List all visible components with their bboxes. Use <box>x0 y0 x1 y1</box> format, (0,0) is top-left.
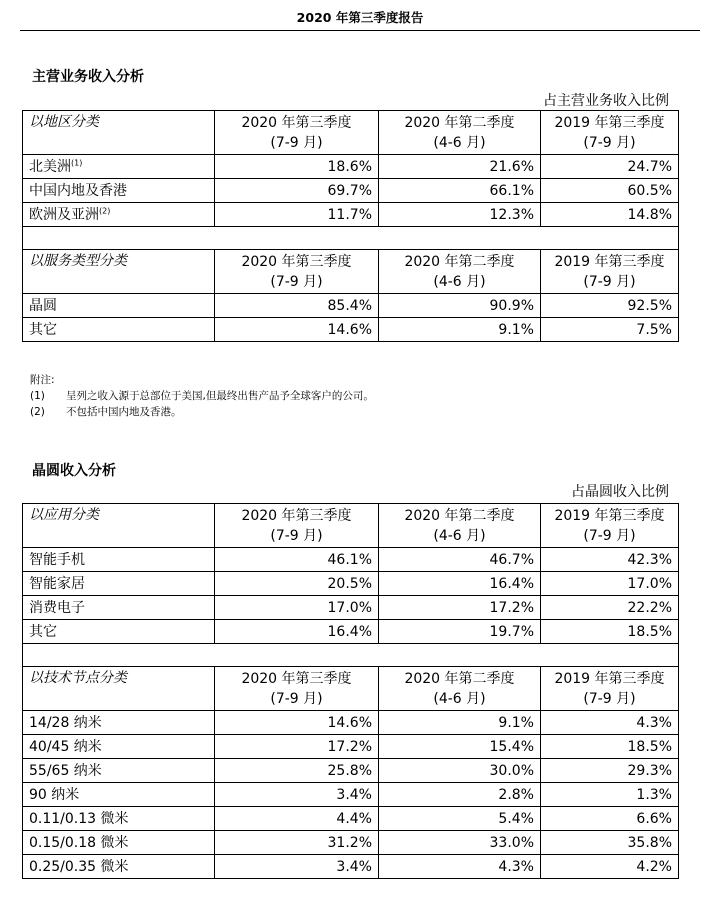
value-cell: 12.3% <box>379 203 541 227</box>
value-cell: 4.3% <box>379 855 541 879</box>
section-title-main-revenue: 主营业务收入分析 <box>32 69 144 85</box>
table-row <box>23 831 679 855</box>
row-label: 中国内地及香港 <box>23 179 215 203</box>
section-title-wafer-revenue: 晶圆收入分析 <box>32 463 116 479</box>
value-cell: 9.1% <box>379 711 541 735</box>
row-label: 晶圆 <box>23 294 215 318</box>
row-label: 90 纳米 <box>23 783 215 807</box>
value-cell: 14.6% <box>215 711 379 735</box>
value-cell: 35.8% <box>541 831 679 855</box>
value-cell: 5.4% <box>379 807 541 831</box>
value-cell: 4.3% <box>541 711 679 735</box>
table-row <box>23 620 679 644</box>
column-header-2019q3: 2019 年第三季度 (7-9 月) <box>541 250 679 294</box>
column-header-2020q3: 2020 年第三季度 (7-9 月) <box>215 504 379 548</box>
row-label: 其它 <box>23 620 215 644</box>
table-row <box>23 318 679 342</box>
spacer-row <box>23 644 679 667</box>
table-header-row <box>23 504 679 548</box>
unit-label-main-revenue: 占主营业务收入比例 <box>543 93 669 109</box>
value-cell: 22.2% <box>541 596 679 620</box>
value-cell: 3.4% <box>215 855 379 879</box>
table-row <box>23 548 679 572</box>
value-cell: 31.2% <box>215 831 379 855</box>
value-cell: 30.0% <box>379 759 541 783</box>
value-cell: 1.3% <box>541 783 679 807</box>
value-cell: 17.0% <box>541 572 679 596</box>
row-label: 0.15/0.18 微米 <box>23 831 215 855</box>
category-header-application: 以应用分类 <box>23 504 215 548</box>
table-row <box>23 783 679 807</box>
table-header-row <box>23 250 679 294</box>
table-row <box>23 155 679 179</box>
value-cell: 90.9% <box>379 294 541 318</box>
value-cell: 46.7% <box>379 548 541 572</box>
category-header-service: 以服务类型分类 <box>23 250 215 294</box>
column-header-2020q3: 2020 年第三季度 (7-9 月) <box>215 667 379 711</box>
row-label: 智能家居 <box>23 572 215 596</box>
table-row <box>23 294 679 318</box>
value-cell: 33.0% <box>379 831 541 855</box>
column-header-2019q3: 2019 年第三季度 (7-9 月) <box>541 504 679 548</box>
table-row <box>23 203 679 227</box>
value-cell: 92.5% <box>541 294 679 318</box>
column-header-2020q2: 2020 年第二季度 (4-6 月) <box>379 504 541 548</box>
value-cell: 4.2% <box>541 855 679 879</box>
value-cell: 20.5% <box>215 572 379 596</box>
value-cell: 29.3% <box>541 759 679 783</box>
table-header-row <box>23 667 679 711</box>
value-cell: 85.4% <box>215 294 379 318</box>
table-row <box>23 596 679 620</box>
row-label: 40/45 纳米 <box>23 735 215 759</box>
row-label: 北美洲$^{(1)}$ <box>23 155 215 179</box>
value-cell: 46.1% <box>215 548 379 572</box>
value-cell: 21.6% <box>379 155 541 179</box>
value-cell: 24.7% <box>541 155 679 179</box>
value-cell: 9.1% <box>379 318 541 342</box>
row-label: 14/28 纳米 <box>23 711 215 735</box>
column-header-2020q2: 2020 年第二季度 (4-6 月) <box>379 111 541 155</box>
table-row <box>23 807 679 831</box>
report-header-title: 2020 年第三季度报告 <box>296 10 424 25</box>
row-label: 0.11/0.13 微米 <box>23 807 215 831</box>
value-cell: 16.4% <box>379 572 541 596</box>
value-cell: 66.1% <box>379 179 541 203</box>
unit-label-wafer-revenue: 占晶圆收入比例 <box>571 484 669 500</box>
table-row <box>23 572 679 596</box>
notes-title: 附注: <box>30 374 55 386</box>
table-row <box>23 759 679 783</box>
column-header-2020q3: 2020 年第三季度 (7-9 月) <box>215 250 379 294</box>
value-cell: 15.4% <box>379 735 541 759</box>
value-cell: 18.5% <box>541 735 679 759</box>
value-cell: 17.2% <box>215 735 379 759</box>
footnote-mark: (2) <box>99 205 111 215</box>
column-header-2019q3: 2019 年第三季度 (7-9 月) <box>541 667 679 711</box>
value-cell: 25.8% <box>215 759 379 783</box>
row-label: 55/65 纳米 <box>23 759 215 783</box>
footnote-item: (1) 呈列之收入源于总部位于美国,但最终出售产品予全球客户的公司。 <box>30 390 374 402</box>
table-row <box>23 711 679 735</box>
value-cell: 42.3% <box>541 548 679 572</box>
category-header-region: 以地区分类 <box>23 111 215 155</box>
column-header-2020q2: 2020 年第二季度 (4-6 月) <box>379 250 541 294</box>
value-cell: 7.5% <box>541 318 679 342</box>
value-cell: 4.4% <box>215 807 379 831</box>
value-cell: 18.5% <box>541 620 679 644</box>
footnote-mark: (1) <box>71 157 83 167</box>
value-cell: 19.7% <box>379 620 541 644</box>
row-label: 智能手机 <box>23 548 215 572</box>
row-label: 0.25/0.35 微米 <box>23 855 215 879</box>
header-rule <box>20 30 700 31</box>
table-header-row <box>23 111 679 155</box>
value-cell: 18.6% <box>215 155 379 179</box>
value-cell: 16.4% <box>215 620 379 644</box>
table-row <box>23 855 679 879</box>
row-label: 欧洲及亚洲$^{(2)}$ <box>23 203 215 227</box>
value-cell: 11.7% <box>215 203 379 227</box>
row-label: 其它 <box>23 318 215 342</box>
value-cell: 69.7% <box>215 179 379 203</box>
table-row <box>23 735 679 759</box>
category-header-node: 以技术节点分类 <box>23 667 215 711</box>
spacer-row <box>23 227 679 250</box>
main-revenue-table <box>22 110 679 342</box>
value-cell: 2.8% <box>379 783 541 807</box>
value-cell: 6.6% <box>541 807 679 831</box>
value-cell: 60.5% <box>541 179 679 203</box>
column-header-2019q3: 2019 年第三季度 (7-9 月) <box>541 111 679 155</box>
footnote-item: (2) 不包括中国内地及香港。 <box>30 406 182 418</box>
value-cell: 17.0% <box>215 596 379 620</box>
value-cell: 14.6% <box>215 318 379 342</box>
value-cell: 14.8% <box>541 203 679 227</box>
wafer-revenue-table <box>22 503 679 879</box>
value-cell: 17.2% <box>379 596 541 620</box>
column-header-2020q3: 2020 年第三季度 (7-9 月) <box>215 111 379 155</box>
table-row <box>23 179 679 203</box>
row-label: 消费电子 <box>23 596 215 620</box>
value-cell: 3.4% <box>215 783 379 807</box>
column-header-2020q2: 2020 年第二季度 (4-6 月) <box>379 667 541 711</box>
footnotes <box>30 372 374 420</box>
